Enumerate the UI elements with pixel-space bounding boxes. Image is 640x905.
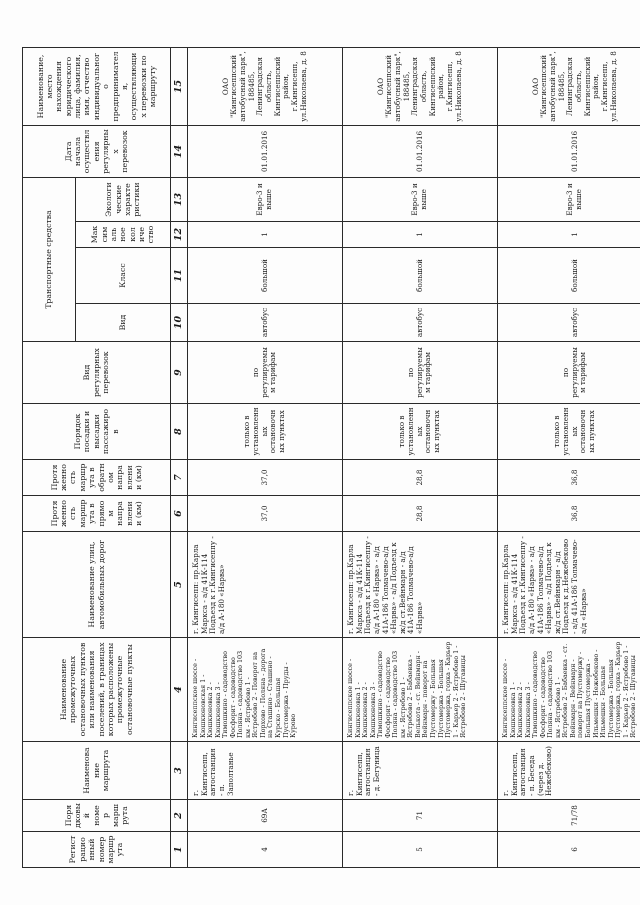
cell-route-name: г. Кингисепп, автостанция - п. Беседа (через д. Нежебеково) — [498, 742, 640, 800]
table-row — [498, 47, 640, 867]
route-registry-table — [22, 47, 640, 868]
cell-order-number: 71 — [343, 800, 498, 832]
header-transport-kind: Вид регулярных перевозок — [23, 342, 171, 404]
cell-streets: г. Кингисепп: пр.Карла Маркса - а/д 41К-114 Подъезд к г.Кингисеппу - а/д А-180 «Нарва» - а/д 41А-186 Толмачево-а/д «Нарва» - а/д Подъезд к ж/д ст.Вейнмарн - а/д 41А-186 Толмачево-а/д «Нарва» — [343, 532, 498, 638]
cell-vehicle-type: автобус — [188, 304, 343, 342]
header-length-backward: Протяженность маршрута в обратном направлении (км) — [23, 460, 171, 496]
column-number: 15 — [171, 47, 188, 125]
header-order-number: Порядковый номер маршрута — [23, 800, 171, 832]
cell-reg-number: 5 — [343, 832, 498, 868]
cell-vehicle-class: большой — [498, 248, 640, 304]
header-boarding: Порядок посадки и высадки пассажиров — [23, 404, 171, 460]
cell-transport-kind: по регулируемым тарифам — [498, 342, 640, 404]
header-stops: Наименование промежуточных остановочных пунктов или наименования поселений, в границах которых расположены промежуточные остановочные пункты — [23, 638, 171, 742]
cell-carrier: ОАО "Кингисеппский автобусный парк", 188485, Ленинградская область, Кингисеппский район, г.Кингисепп, ул.Николаева, д. 8 — [343, 47, 498, 125]
header-route-name: Наименование маршрута — [23, 742, 171, 800]
cell-stops: Кингисеппское шоссе - Кюшкюновка 1 - Кюшкюновка 2 - Кюшкюновка 3 - Тимошкино - садоводство Фосфорит - садоводство Поляна - садоводство 103 км - Ястребово 1 - Ястребово 2 - Бабаевка - Велькота - ст. Вейнмарн - Вейнмарн - поворот на Пустомержу - Большая Пустомержа - Большая Пустомержа, горка - Карьер 1 - Карьер 2 - Ястребово 1 - Ястребово 2 - Шугавицы — [343, 638, 498, 742]
table-row — [343, 47, 498, 867]
cell-streets: г. Кингисепп: пр.Карла Маркса - а/д 41К-114 Подъезд к г.Кингисеппу - а/д А-180 «Нарва» - а/д 41А-186 Толмачево-а/д «Нарва» - а/д Подъезд к ж/д ст.Вейнмарн - а/д Подъезд к д.Нежебеково - а/д 41А-186 Толмачево-а/д «Нарва» — [498, 532, 640, 638]
column-number: 6 — [171, 496, 188, 532]
column-number: 14 — [171, 125, 188, 177]
cell-start-date: 01.01.2016 — [343, 125, 498, 177]
cell-stops: Кингисеппское шоссе - Кюшкюновская 1 - Кюшкюновка 2 - Кюшкюновка 3 - Тимошкино - садоводство Фосфорит - садоводство Поляна - садоводство 103 км - Ястребово 1 - Ястребово 2 - Поворот на Порхово - Поляна - дорога на Сташино - Сташино - Курско - Большая Пустомержа - Пруды - Курово — [188, 638, 343, 742]
header-start-date: Дата начала осуществления регулярных перевозок — [23, 125, 171, 177]
cell-boarding: только в установленных остановочных пунктах — [188, 404, 343, 460]
header-streets: Наименование улиц, автомобильных дорог — [23, 532, 171, 638]
cell-reg-number: 6 — [498, 832, 640, 868]
column-number: 2 — [171, 800, 188, 832]
cell-vehicle-class: большой — [343, 248, 498, 304]
cell-reg-number: 4 — [188, 832, 343, 868]
header-eco: Экологические характеристики — [76, 177, 171, 221]
cell-order-number: 69А — [188, 800, 343, 832]
cell-start-date: 01.01.2016 — [188, 125, 343, 177]
header-length-forward: Протяженность маршрута в прямом направлении (км) — [23, 496, 171, 532]
cell-vehicle-type: автобус — [498, 304, 640, 342]
column-number: 7 — [171, 460, 188, 496]
header-carrier: Наименование, место нахождения юридического лица, фамилия, имя, отчество индивидуального предпринимателя, осуществляющих перевозки по маршруту — [23, 47, 171, 125]
cell-vehicle-max: 1 — [498, 222, 640, 248]
cell-length-forward: 28,8 — [343, 496, 498, 532]
header-reg-number: Регистрационный номер маршрута — [23, 832, 171, 868]
cell-transport-kind: по регулируемым тарифам — [343, 342, 498, 404]
table-row — [188, 47, 343, 867]
rotated-table-sheet — [22, 48, 638, 868]
cell-boarding: только в установленных остановочных пунктах — [498, 404, 640, 460]
cell-length-forward: 36,8 — [498, 496, 640, 532]
header-vehicles: Транспортные средства — [23, 177, 76, 341]
column-number: 8 — [171, 404, 188, 460]
column-number: 5 — [171, 532, 188, 638]
cell-vehicle-max: 1 — [188, 222, 343, 248]
cell-length-forward: 37,0 — [188, 496, 343, 532]
column-number: 10 — [171, 304, 188, 342]
cell-length-backward: 28,8 — [343, 460, 498, 496]
column-number: 9 — [171, 342, 188, 404]
cell-length-backward: 36,8 — [498, 460, 640, 496]
cell-route-name: г. Кингисепп, автостанция - д. Бегуница — [343, 742, 498, 800]
cell-eco: Евро-3 и выше — [343, 177, 498, 221]
cell-carrier: ОАО "Кингисеппский автобусный парк", 188485, Ленинградская область, Кингисеппский район, г.Кингисепп, ул.Николаева, д. 8 — [498, 47, 640, 125]
column-number: 3 — [171, 742, 188, 800]
cell-carrier: ОАО "Кингисеппский автобусный парк", 188485, Ленинградская область, Кингисеппский район, г.Кингисепп, ул.Николаева, д. 8 — [188, 47, 343, 125]
cell-route-name: г. Кингисепп, автостанция - п. Заполтанье — [188, 742, 343, 800]
cell-stops: Кингисеппское шоссе - Кюшкюновка 1 - Кюшкюновка 2 - Кюшкюновка 3 - Тимошкино - садоводство Фосфорит - садоводство Поляна - садоводство 103 км - Ястребово 1 - Ястребово 2 - Бабаевка - ст. Вейнмарн - Вейнмарн - поворот на Пустомержу - Большая Пустомержа - Ильмешки - Нежебеково - Ильмешки - Большая Пустомержа - Большая Пустомержа, горка - Карьер 1 - Карьер 2 - Ястребово 1 - Ястребово 2 - Шугавицы — [498, 638, 640, 742]
header-vehicle-class: Класс — [76, 248, 171, 304]
column-number: 11 — [171, 248, 188, 304]
column-number: 1 — [171, 832, 188, 868]
cell-eco: Евро-3 и выше — [498, 177, 640, 221]
cell-eco: Евро-3 и выше — [188, 177, 343, 221]
cell-vehicle-max: 1 — [343, 222, 498, 248]
header-vehicle-type: Вид — [76, 304, 171, 342]
header-vehicle-max: Максимальное количество — [76, 222, 171, 248]
column-number: 4 — [171, 638, 188, 742]
cell-boarding: только в установленных остановочных пунктах — [343, 404, 498, 460]
cell-order-number: 71/78 — [498, 800, 640, 832]
cell-transport-kind: по регулируемым тарифам — [188, 342, 343, 404]
column-number: 13 — [171, 177, 188, 221]
cell-vehicle-class: большой — [188, 248, 343, 304]
cell-vehicle-type: автобус — [343, 304, 498, 342]
column-number: 12 — [171, 222, 188, 248]
cell-length-backward: 37,0 — [188, 460, 343, 496]
cell-streets: г. Кингисепп: пр.Карла Маркса - а/д 41К-114 Подъезд к г.Кингисеппу - а/д А-180 «Нарва» — [188, 532, 343, 638]
cell-start-date: 01.01.2016 — [498, 125, 640, 177]
